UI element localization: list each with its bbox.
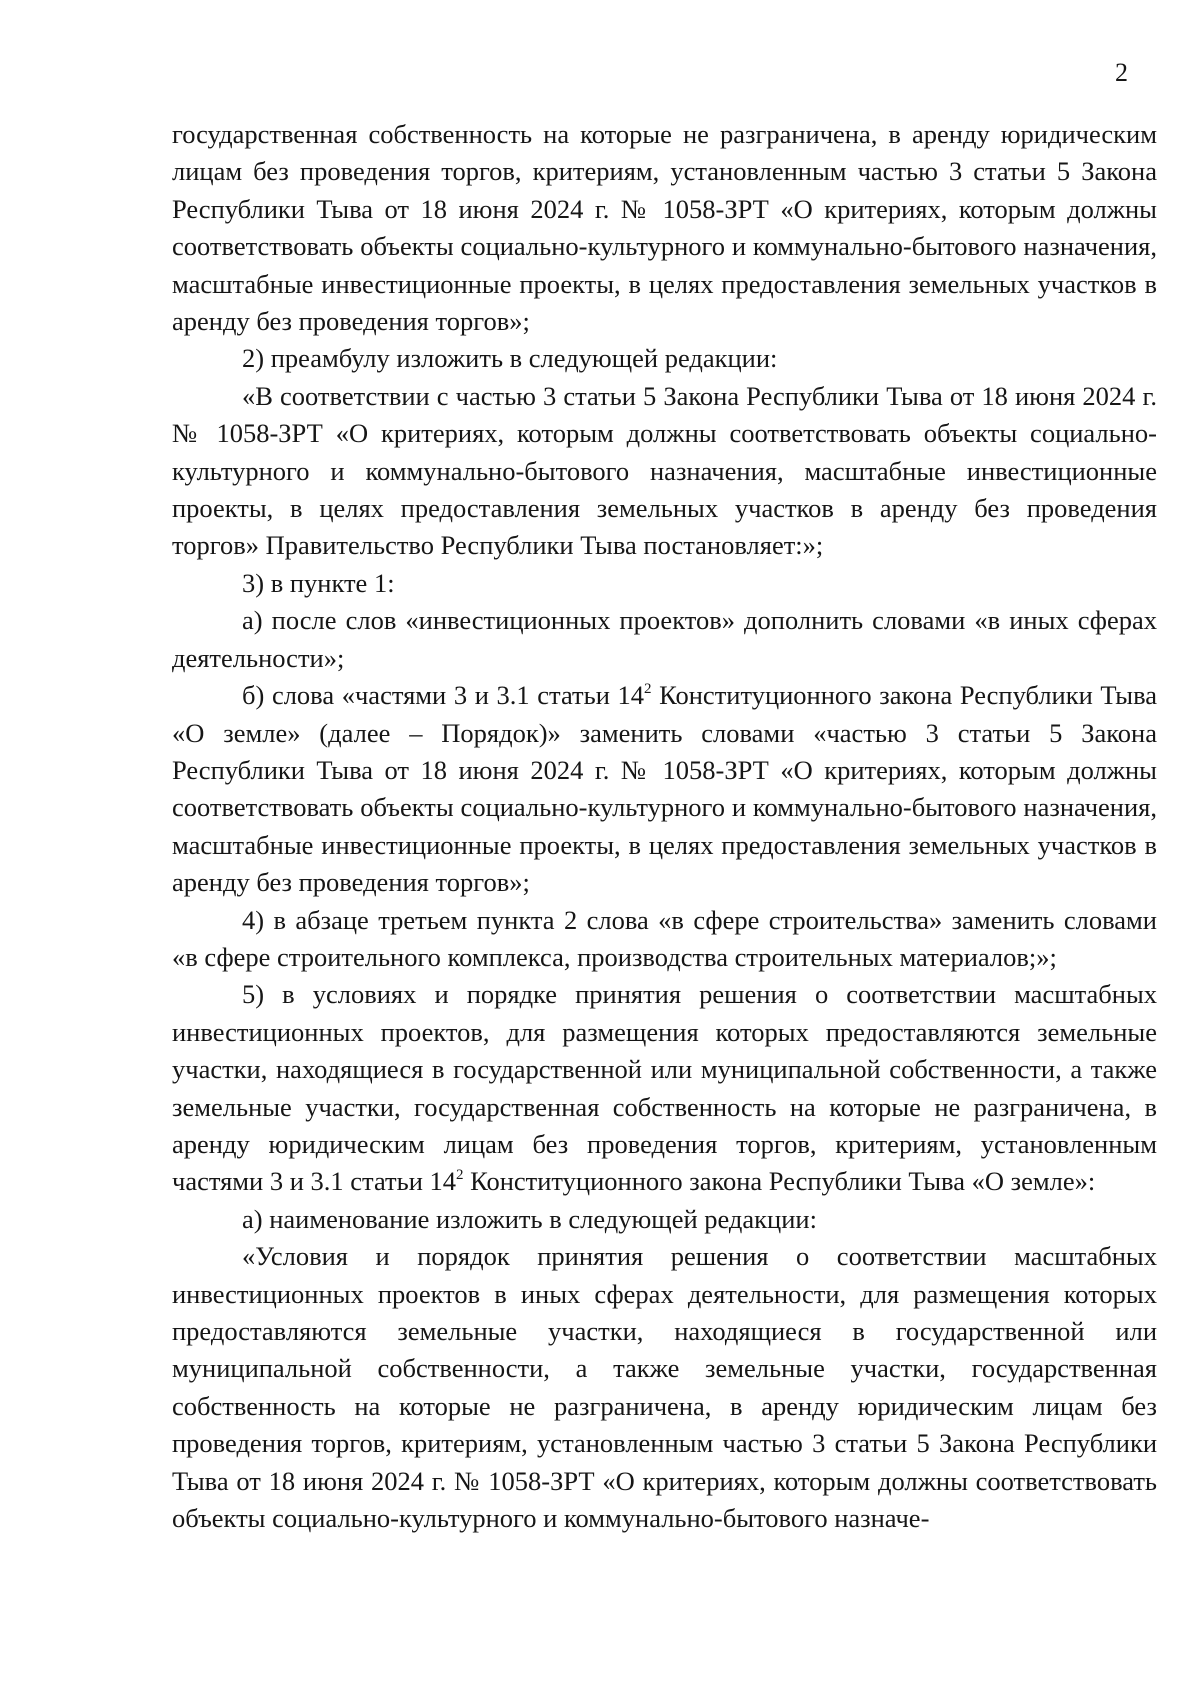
- paragraph-item-3: 3) в пункте 1:: [242, 567, 395, 598]
- page-number: 2: [1115, 58, 1128, 87]
- document-body: [172, 116, 1157, 1537]
- paragraph-item-3b-text-before: б) слова «частями 3 и 3.1 статьи 14: [242, 680, 645, 711]
- paragraph-item-5a: а) наименование изложить в следующей редакции:: [242, 1203, 817, 1234]
- paragraph-title-quote: «Условия и порядок принятия решения о соответствии масштабных инвестиционных проектов в иных сферах деятельности, для размещения которых предоставляются земельные участки, находящиеся в государственной или муниципальной собственности, а также земельные участки, государственная собственность на которые не разграничена, в аренду юридическим лицам без проведения торгов, критериям, установленным частью 3 статьи 5 Закона Республики Тыва от 18 июня 2024 г. № 1058-ЗРТ «О критериях, которым должны соответствовать объекты социально-культурного и коммунально-бытового назначе-: [172, 1241, 1157, 1534]
- paragraph-item-3b-text-after: Конституционного закона Республики Тыва «О земле» (далее – Порядок)» заменить словами «частью 3 статьи 5 Закона Республики Тыва от 18 июня 2024 г. № 1058-ЗРТ «О критериях, которым должны соответствовать объекты социально-культурного и коммунально-бытового назначения, масштабные инвестиционные проекты, в целях предоставления земельных участков в аренду без проведения торгов»;: [172, 680, 1158, 898]
- paragraph-item-5-text-after: Конституционного закона Республики Тыва «О земле»:: [463, 1166, 1096, 1197]
- paragraph-preamble-quote: «В соответствии с частью 3 статьи 5 Закона Республики Тыва от 18 июня 2024 г. № 1058-ЗРТ «О критериях, которым должны соответствовать объекты социально-культурного и коммунально-бытового назначения, масштабные инвестиционные проекты, в целях предоставления земельных участков в аренду без проведения торгов» Правительство Республики Тыва постановляет:»;: [172, 380, 1157, 561]
- paragraph-item-2: 2) преамбулу изложить в следующей редакции:: [242, 343, 778, 374]
- paragraph-item-5-text-before: 5) в условиях и порядке принятия решения о соответствии масштабных инвестиционных проектов, для размещения которых предоставляются земельные участки, находящиеся в государственной или муниципальной собственности, а также земельные участки, государственная собственность на которые не разграничена, в аренду юридическим лицам без проведения торгов, критериям, установленным частями 3 и 3.1 статьи 14: [172, 979, 1157, 1197]
- paragraph-item-3b: [172, 677, 1157, 901]
- paragraph-item-5: [172, 976, 1157, 1200]
- superscript-article-number: 2: [644, 681, 652, 698]
- paragraph-item-3a: а) после слов «инвестиционных проектов» дополнить словами «в иных сферах деятельности»;: [172, 605, 1157, 673]
- paragraph-continuation: государственная собственность на которые не разграничена, в аренду юридическим лицам без проведения торгов, критериям, установленным частью 3 статьи 5 Закона Республики Тыва от 18 июня 2024 г. № 1058-ЗРТ «О критериях, которым должны соответствовать объекты социально-культурного и коммунально-бытового назначения, масштабные инвестиционные проекты, в целях предоставления земельных участков в аренду без проведения торгов»;: [172, 119, 1157, 337]
- superscript-article-number: 2: [456, 1167, 464, 1184]
- paragraph-item-4: 4) в абзаце третьем пункта 2 слова «в сфере строительства» заменить словами «в сфере строительного комплекса, производства строительных материалов;»;: [172, 904, 1157, 972]
